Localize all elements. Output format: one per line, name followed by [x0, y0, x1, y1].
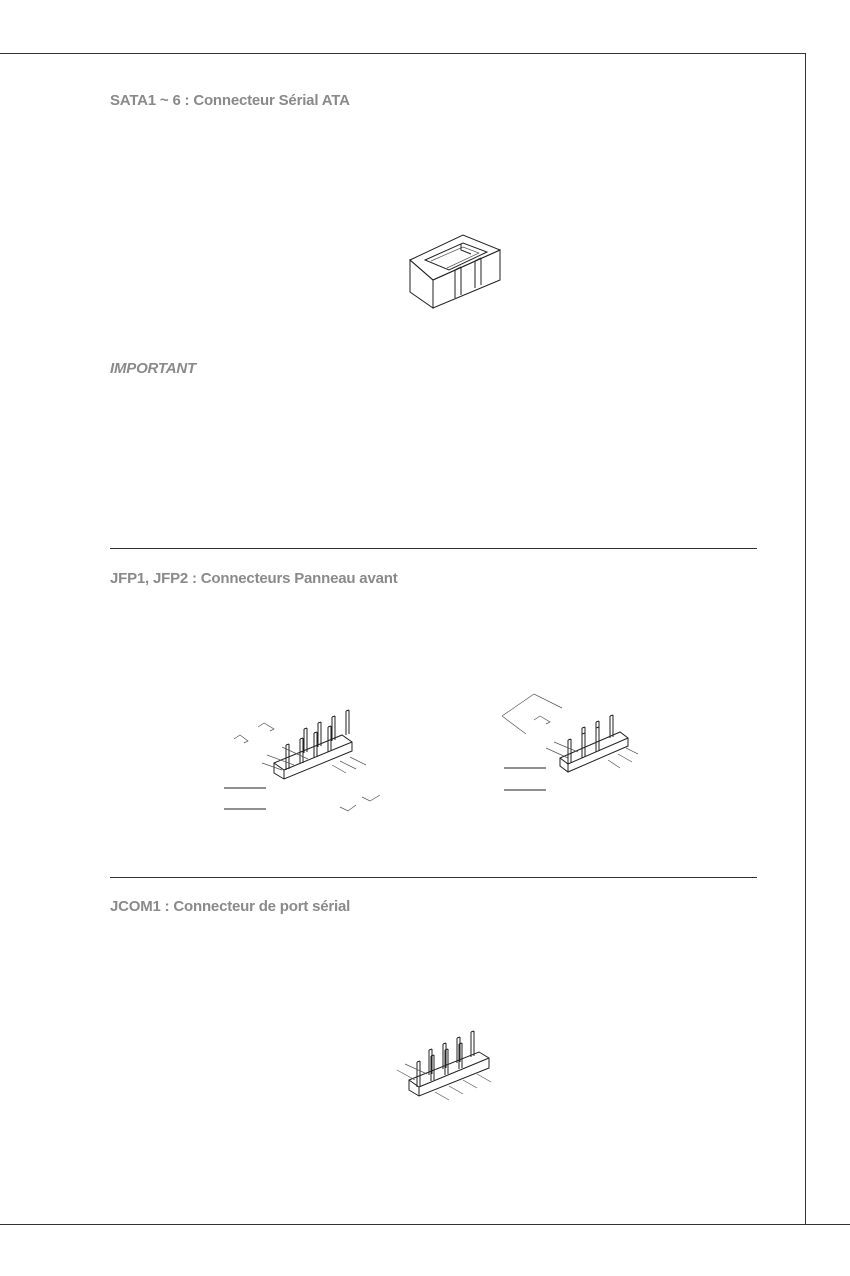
sata-heading: SATA1 ~ 6 : Connecteur Sérial ATA: [110, 92, 350, 109]
page-bottom-rule: [806, 1224, 850, 1225]
sata-connector-diagram: [405, 230, 505, 310]
jcom-heading: JCOM1 : Connecteur de port sérial: [110, 898, 351, 915]
section-divider-1: [110, 548, 757, 549]
important-label: IMPORTANT: [110, 360, 196, 377]
jfp1-pin-header-diagram: [222, 715, 392, 815]
jfp-heading: JFP1, JFP2 : Connecteurs Panneau avant: [110, 570, 398, 587]
jcom1-pin-header-diagram: [395, 1030, 505, 1105]
section-divider-2: [110, 877, 757, 878]
jfp2-pin-header-diagram: [498, 688, 648, 798]
